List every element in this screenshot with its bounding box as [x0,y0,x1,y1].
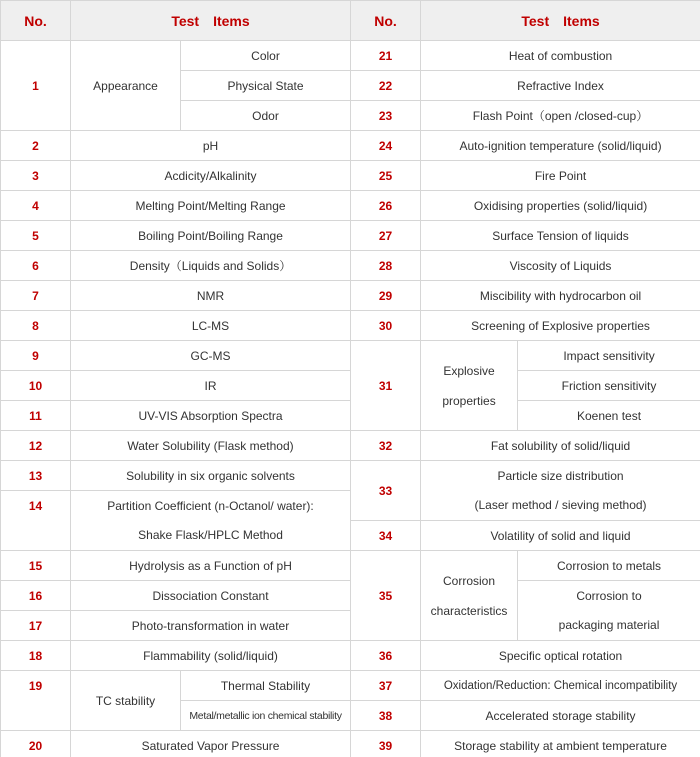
item-number: 29 [351,281,421,311]
sub-item: Friction sensitivity [518,371,700,401]
item-number: 10 [1,371,71,401]
sub-item: Physical State [181,71,351,101]
test-item: Hydrolysis as a Function of pH [71,551,351,581]
header-no-right: No. [351,1,421,41]
test-item: NMR [71,281,351,311]
item-number: 14 [1,491,71,551]
item-number: 38 [351,701,421,731]
header-row [1,1,700,41]
test-item: Storage stability at ambient temperature [421,731,700,757]
test-item: Heat of combustion [421,41,700,71]
table-row [1,551,700,581]
sub-item: Corrosion to metals [518,551,700,581]
item-group-label [421,341,518,431]
header-test-items-right: Test Items [421,1,700,41]
item-number: 7 [1,281,71,311]
test-item-line: (Laser method / sieving method) [421,491,700,521]
item-number: 30 [351,311,421,341]
test-item: Flash Point（open /closed-cup） [421,101,700,131]
item-number: 19 [1,671,71,731]
sub-item: Color [181,41,351,71]
test-item: Flammability (solid/liquid) [71,641,351,671]
test-item: pH [71,131,351,161]
item-number: 2 [1,131,71,161]
item-number: 1 [1,41,71,131]
table-row [1,281,700,311]
sub-item: Metal/metallic ion chemical stability [181,701,351,731]
test-item: Oxidation/Reduction: Chemical incompatibility [421,671,700,701]
item-number: 36 [351,641,421,671]
item-number: 15 [1,551,71,581]
table-row [1,461,700,491]
table-row [1,191,700,221]
test-item: Dissociation Constant [71,581,351,611]
test-item: Fat solubility of solid/liquid [421,431,700,461]
test-item: Miscibility with hydrocarbon oil [421,281,700,311]
item-number: 26 [351,191,421,221]
item-number: 18 [1,641,71,671]
table-row [1,371,700,401]
item-number: 3 [1,161,71,191]
item-group-label: TC stability [71,671,181,731]
test-item: Oxidising properties (solid/liquid) [421,191,700,221]
test-item: IR [71,371,351,401]
item-number: 39 [351,731,421,757]
test-item: Screening of Explosive properties [421,311,700,341]
group-label-line: properties [442,393,496,408]
item-number: 11 [1,401,71,431]
test-item: LC-MS [71,311,351,341]
table-row [1,341,700,371]
group-label-line: Explosive [443,363,495,378]
test-item: Density（Liquids and Solids） [71,251,351,281]
header-no-left: No. [1,1,71,41]
header-test-items-left: Test Items [71,1,351,41]
sub-item: Koenen test [518,401,700,431]
item-number: 34 [351,521,421,551]
table-row [1,611,700,641]
test-item: Photo-transformation in water [71,611,351,641]
item-number: 31 [351,341,421,431]
item-number: 13 [1,461,71,491]
table-row [1,731,700,757]
item-number: 16 [1,581,71,611]
sub-item-line: packaging material [518,611,700,641]
test-item: Surface Tension of liquids [421,221,700,251]
item-number: 21 [351,41,421,71]
test-item: Volatility of solid and liquid [421,521,700,551]
item-number: 8 [1,311,71,341]
test-item: Accelerated storage stability [421,701,700,731]
test-item-line: Shake Flask/HPLC Method [71,521,351,551]
test-item: Melting Point/Melting Range [71,191,351,221]
table-row [1,41,700,71]
item-number: 35 [351,551,421,641]
table-row [1,131,700,161]
table-row [1,161,700,191]
table-row [1,251,700,281]
item-number: 4 [1,191,71,221]
item-number: 33 [351,461,421,521]
table-row [1,431,700,461]
test-item: Boiling Point/Boiling Range [71,221,351,251]
test-item: Fire Point [421,161,700,191]
test-item: Acdicity/Alkalinity [71,161,351,191]
item-number: 22 [351,71,421,101]
item-group-label [421,551,518,641]
table-row [1,311,700,341]
item-number: 17 [1,611,71,641]
item-number: 37 [351,671,421,701]
test-item: Refractive Index [421,71,700,101]
test-item: Water Solubility (Flask method) [71,431,351,461]
table-row [1,221,700,251]
item-number: 20 [1,731,71,757]
test-item: GC-MS [71,341,351,371]
item-number: 12 [1,431,71,461]
test-item: Viscosity of Liquids [421,251,700,281]
table-row [1,521,700,551]
test-item-line: Partition Coefficient (n-Octanol/ water): [71,491,351,521]
group-label-line: characteristics [430,603,508,618]
test-item: Auto-ignition temperature (solid/liquid) [421,131,700,161]
test-item: Specific optical rotation [421,641,700,671]
test-item: Solubility in six organic solvents [71,461,351,491]
table-row [1,491,700,521]
sub-item-line: Corrosion to [518,581,700,611]
sub-item: Odor [181,101,351,131]
item-number: 5 [1,221,71,251]
table-row [1,401,700,431]
test-item: UV-VIS Absorption Spectra [71,401,351,431]
test-item-line: Particle size distribution [421,461,700,491]
item-number: 9 [1,341,71,371]
item-number: 24 [351,131,421,161]
item-number: 23 [351,101,421,131]
table-row [1,581,700,611]
sub-item: Impact sensitivity [518,341,700,371]
item-number: 25 [351,161,421,191]
item-number: 6 [1,251,71,281]
table-row [1,641,700,671]
item-number: 27 [351,221,421,251]
item-number: 28 [351,251,421,281]
item-number: 32 [351,431,421,461]
sub-item: Thermal Stability [181,671,351,701]
group-label-line: Corrosion [443,573,496,588]
item-group-label: Appearance [71,41,181,131]
test-item: Saturated Vapor Pressure [71,731,351,757]
table-row [1,671,700,701]
